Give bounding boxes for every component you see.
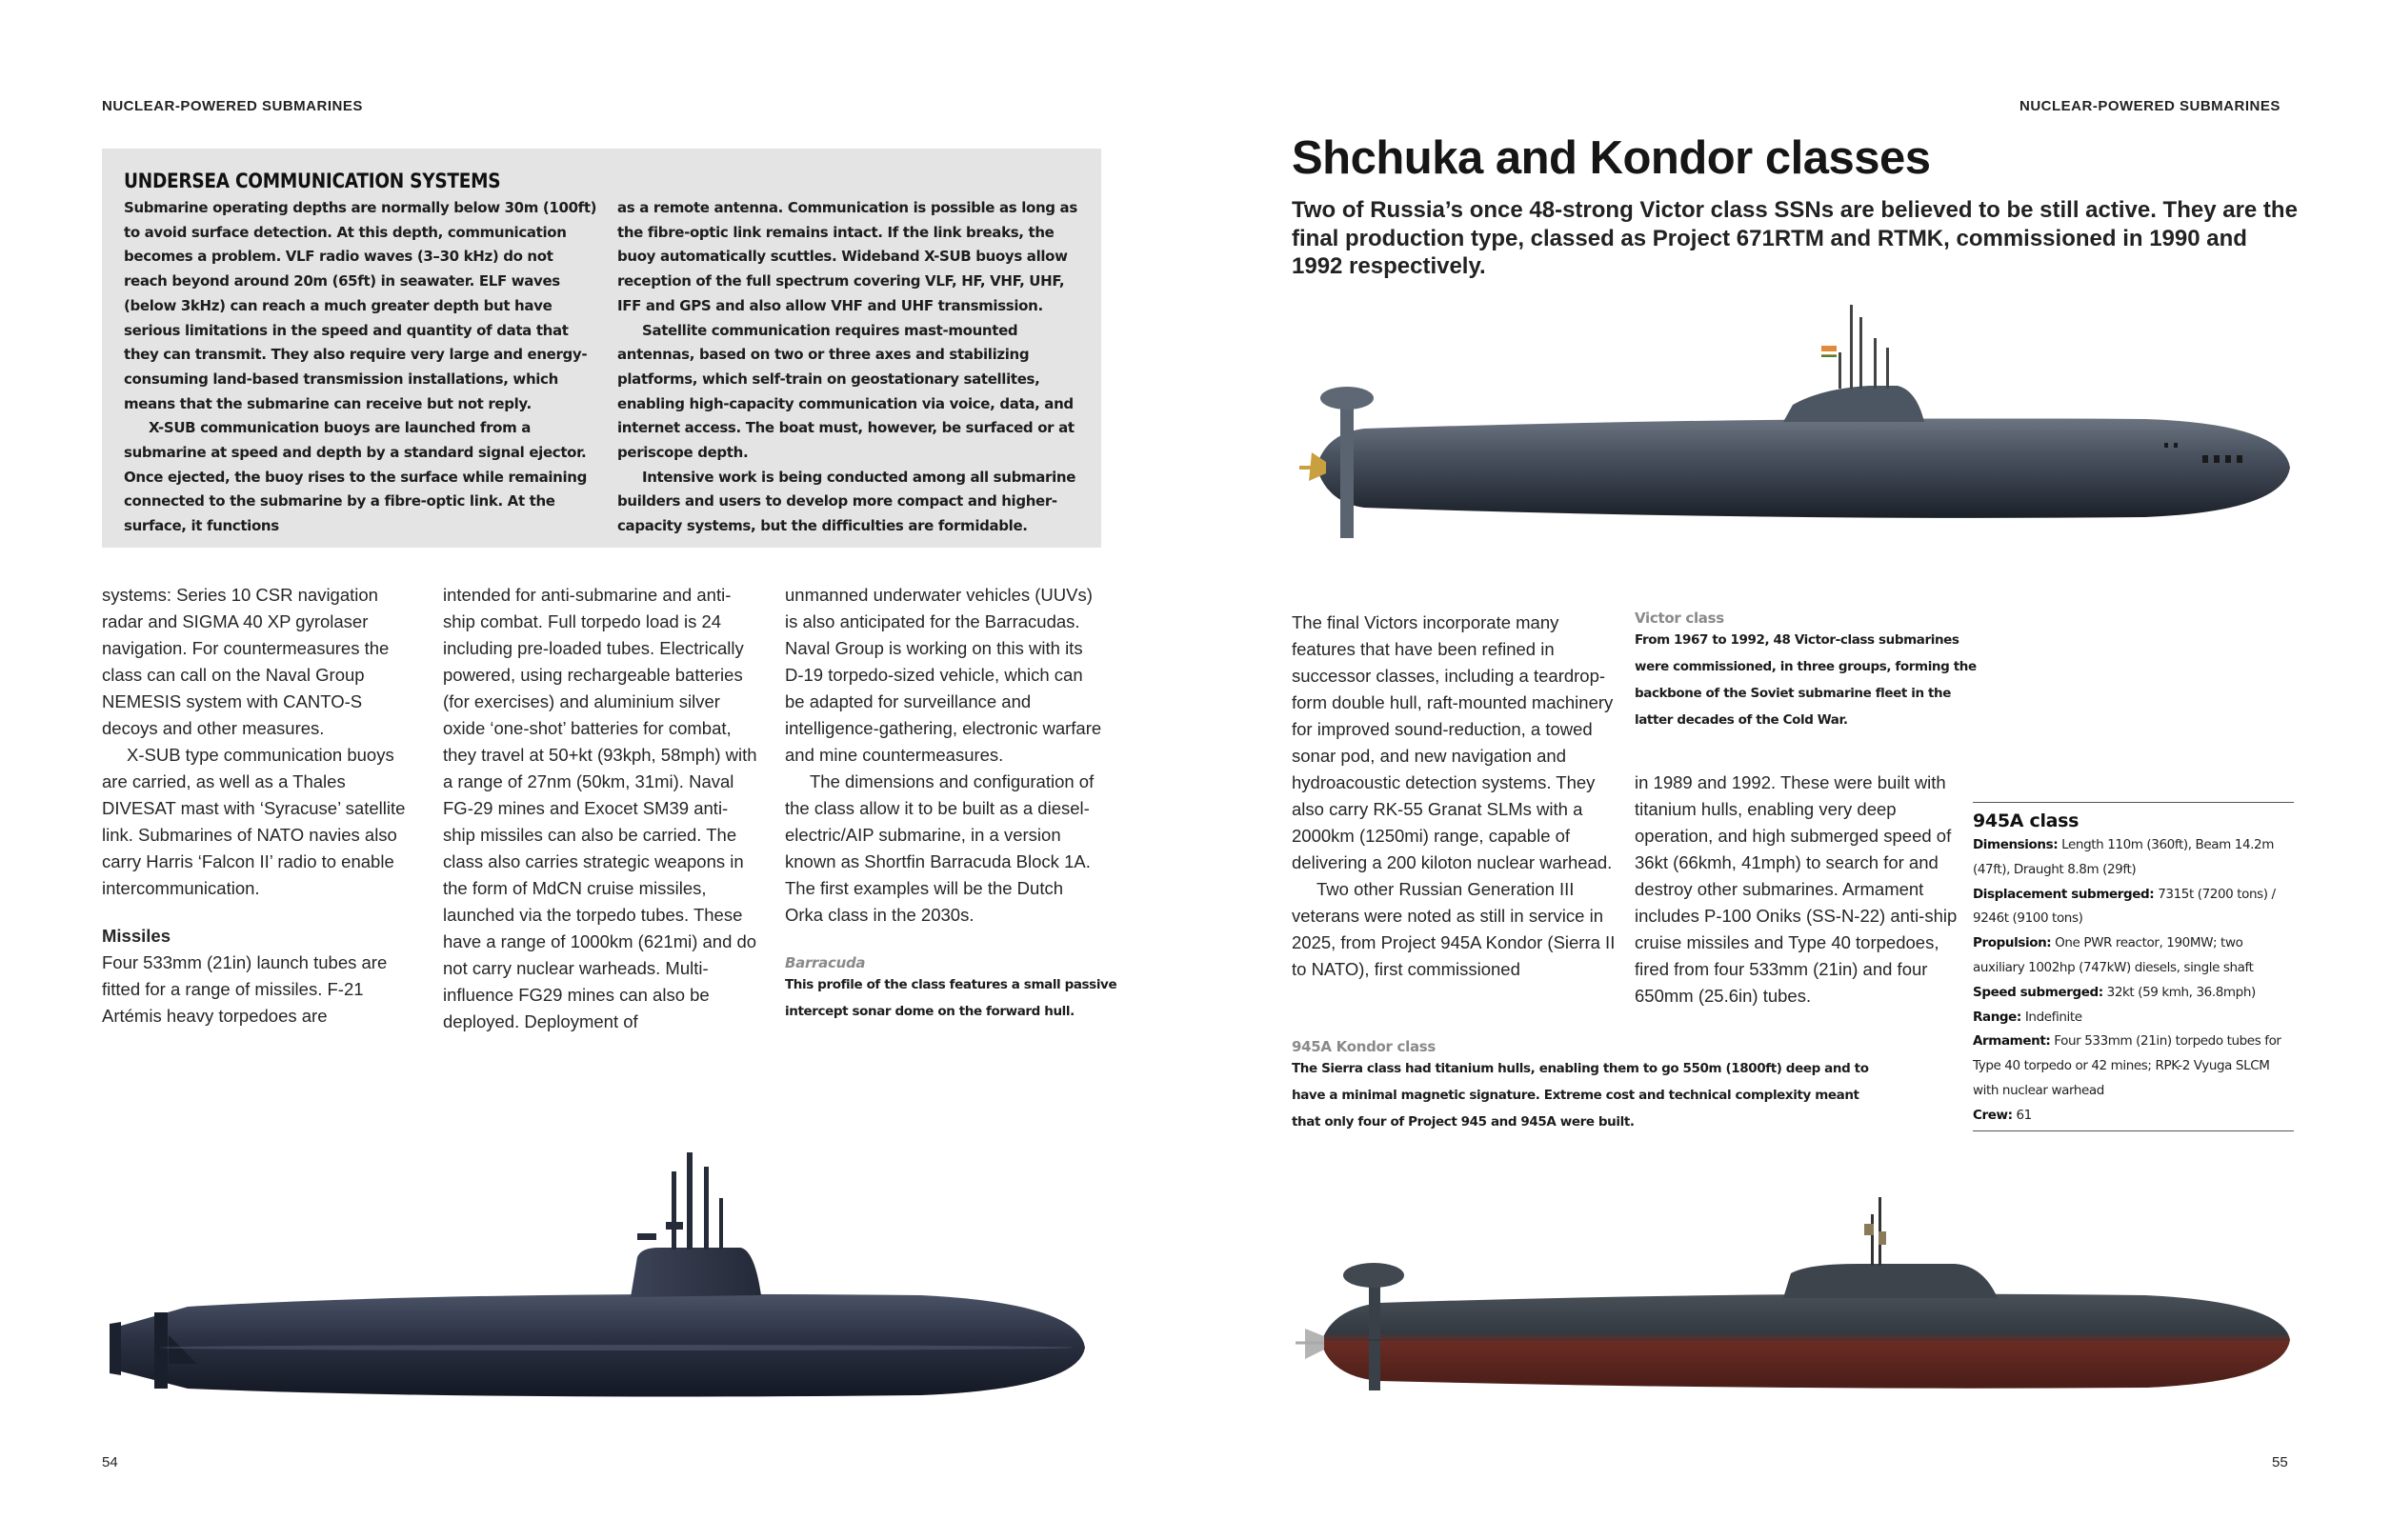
spec-value: 7315t (7200 tons) / 9246t (9100 tons) [1973, 886, 2276, 927]
spec-speed [1973, 981, 2294, 1006]
spec-value: One PWR reactor, 190MW; two auxiliary 1002hp (747kW) diesels, single shaft [1973, 935, 2254, 975]
spec-propulsion [1973, 931, 2294, 981]
caption-text: From 1967 to 1992, 48 Victor-class submarines were commissioned, in three groups, forming the backbone of the Soviet submarine fleet in the latter decades of the Cold War. [1635, 632, 1977, 728]
right-body-column-1 [1292, 610, 1616, 983]
caption-title: Victor class [1635, 610, 1724, 627]
victor-caption [1635, 610, 1978, 733]
body-paragraph: intended for anti-submarine and anti-ship combat. Full torpedo load is 24 including pre-loaded tubes. Electrically powered, using rechargeable batteries (for exercises) and aluminium silver oxide ‘one-shot’ batteries for combat, they travel at 50+kt (93kph, 58mph) with a range of 27nm (50km, 31mi). Naval FG-29 mines and Exocet SM39 anti-ship missiles can also be carried. The class also carries strategic weapons in the form of MdCN cruise missiles, launched via the torpedo tubes. These have a range of 1000km (621mi) and do not carry nuclear warheads. Multi-influence FG29 mines can also be deployed. Deployment of [443, 585, 757, 1031]
body-paragraph: unmanned underwater vehicles (UUVs) is also anticipated for the Barracudas. Naval Group is working on this with its D-19 torpedo-sized vehicle, which can be adapted for surveillance and intelligence-gathering, electronic warfare and mine countermeasures. [785, 585, 1102, 765]
spec-label: Dimensions: [1973, 837, 2059, 852]
body-paragraph: Four 533mm (21in) launch tubes are fitted for a range of missiles. F-21 Artémis heavy torpedoes are [102, 952, 388, 1026]
barracuda-caption [785, 954, 1128, 1025]
body-paragraph: The final Victors incorporate many features that have been refined in successor classes, including a teardrop-form double hull, raft-mounted machinery for improved sound-reduction, a towed sonar pod, and new navigation and hydroacoustic detection systems. They also carry RK-55 Granat SLMs with a 2000km (1250mi) range, capable of delivering a 200 kiloton nuclear warhead. [1292, 612, 1614, 872]
section-heading-missiles: Missiles [102, 926, 171, 946]
body-paragraph: systems: Series 10 CSR navigation radar and SIGMA 40 XP gyrolaser navigation. For countermeasures the class can call on the Naval Group NEMESIS system with CANTO-S decoys and other measures. [102, 585, 390, 738]
left-body-column-3 [785, 582, 1105, 929]
page-number-left: 54 [102, 1454, 118, 1470]
caption-title: 945A Kondor class [1292, 1038, 1437, 1055]
spec-range [1973, 1006, 2294, 1030]
caption-title: Barracuda [785, 954, 866, 971]
right-body-column-2 [1635, 770, 1959, 1010]
spec-label: Crew: [1973, 1107, 2013, 1123]
body-paragraph: The dimensions and configuration of the class allow it to be built as a diesel-electric/AIP submarine, in a version known as Shortfin Barracuda Block 1A. The first examples will be the Dutch Orka class in the 2030s. [785, 771, 1095, 925]
sidebar-paragraph: Satellite communication requires mast-mounted antennas, based on two or three axes and stabilizing platforms, which self-train on geostationary satellites, enabling high-capacity communication via voice, data, and internet access. The boat must, however, be surfaced or at periscope depth. [617, 321, 1075, 462]
communication-sidebar [102, 149, 1101, 548]
sidebar-paragraph: Submarine operating depths are normally below 30m (100ft) to avoid surface detection. At this depth, communication becomes a problem. VLF radio waves (3–30 kHz) do not reach beyond around 20m (65ft) in seawater. ELF waves (below 3kHz) can reach a much greater depth but have serious limitations in the speed and quantity of data that they can transmit. They also require very large and energy-consuming land-based transmission installations, which means that the submarine can receive but not reply. [124, 199, 597, 412]
sidebar-paragraph: X-SUB communication buoys are launched from a submarine at speed and depth by a standard signal ejector. Once ejected, the buoy rises to the surface while remaining connected to the submarine by a fibre-optic link. At the surface, it functions [124, 419, 588, 535]
spec-value: Indefinite [2020, 1009, 2082, 1025]
caption-text: This profile of the class features a small passive intercept sonar dome on the forward hull. [785, 977, 1117, 1019]
specifications-box [1973, 802, 2294, 1131]
spec-label: Armament: [1973, 1033, 2051, 1050]
spec-crew [1973, 1104, 2294, 1129]
spec-dimensions [1973, 833, 2294, 883]
body-paragraph: Two other Russian Generation III veterans were noted as still in service in 2025, from Project 945A Kondor (Sierra II to NATO), first commissioned [1292, 879, 1616, 979]
sidebar-paragraph: Intensive work is being conducted among all submarine builders and users to develop more compact and higher-capacity systems, but the difficulties are formidable. [617, 468, 1076, 535]
spec-title: 945A class [1973, 810, 2080, 831]
spec-label: Speed submerged: [1973, 984, 2103, 1000]
page-number-right: 55 [2272, 1454, 2288, 1470]
spec-value: Length 110m (360ft), Beam 14.2m (47ft), Draught 8.8m (29ft) [1973, 837, 2274, 877]
spec-displacement [1973, 883, 2294, 932]
kondor-submarine-illustration [1288, 1195, 2298, 1405]
body-paragraph: in 1989 and 1992. These were built with titanium hulls, enabling very deep operation, and high submerged speed of 36kt (66kmh, 41mph) to search for and destroy other submarines. Armament includes P-100 Oniks (SS-N-22) anti-ship cruise missiles and Type 40 torpedoes, fired from four 533mm (21in) and four 650mm (25.6in) tubes. [1635, 772, 1958, 1006]
spec-armament [1973, 1030, 2294, 1103]
victor-submarine-illustration [1288, 300, 2298, 548]
barracuda-submarine-illustration [102, 1086, 1104, 1429]
left-body-column-2 [443, 582, 759, 1035]
sidebar-column-2 [617, 196, 1082, 539]
page-heading: Shchuka and Kondor classes [1292, 132, 1931, 184]
running-head-right: NUCLEAR-POWERED SUBMARINES [2019, 98, 2280, 114]
spec-value: Four 533mm (21in) torpedo tubes for Type 40 torpedo or 42 mines; RPK-2 Vyuga SLCM with nuclear warhead [1973, 1033, 2281, 1098]
kondor-caption [1292, 1038, 1882, 1135]
spec-value: 61 [2012, 1107, 2032, 1123]
left-body-column-1 [102, 582, 407, 1030]
running-head-left: NUCLEAR-POWERED SUBMARINES [102, 98, 363, 114]
sidebar-column-1 [124, 196, 598, 539]
caption-text: The Sierra class had titanium hulls, enabling them to go 550m (1800ft) deep and to have a minimal magnetic signature. Extreme cost and technical complexity meant that only four of Project 945 and 945A were built. [1292, 1061, 1869, 1130]
spec-label: Propulsion: [1973, 935, 2052, 951]
body-paragraph: X-SUB type communication buoys are carried, as well as a Thales DIVESAT mast with ‘Syracuse’ satellite link. Submarines of NATO navies also carry Harris ‘Falcon II’ radio to enable intercommunication. [102, 745, 406, 898]
spec-label: Range: [1973, 1009, 2021, 1025]
sidebar-title: UNDERSEA COMMUNICATION SYSTEMS [124, 170, 501, 192]
spec-label: Displacement submerged: [1973, 886, 2155, 902]
standfirst: Two of Russia’s once 48-strong Victor class SSNs are believed to be still active. They are the final production type, classed as Project 671RTM and RTMK, commissioned in 1990 and 1992 respectively. [1292, 197, 2298, 279]
spec-value: 32kt (59 kmh, 36.8mph) [2102, 984, 2256, 1000]
sidebar-paragraph: as a remote antenna. Communication is possible as long as the fibre-optic link remains intact. If the link breaks, the buoy automatically scuttles. Wideband X-SUB buoys allow reception of the full spectrum covering VLF, HF, VHF, UHF, IFF and GPS and also allow VHF and UHF transmission. [617, 199, 1077, 314]
